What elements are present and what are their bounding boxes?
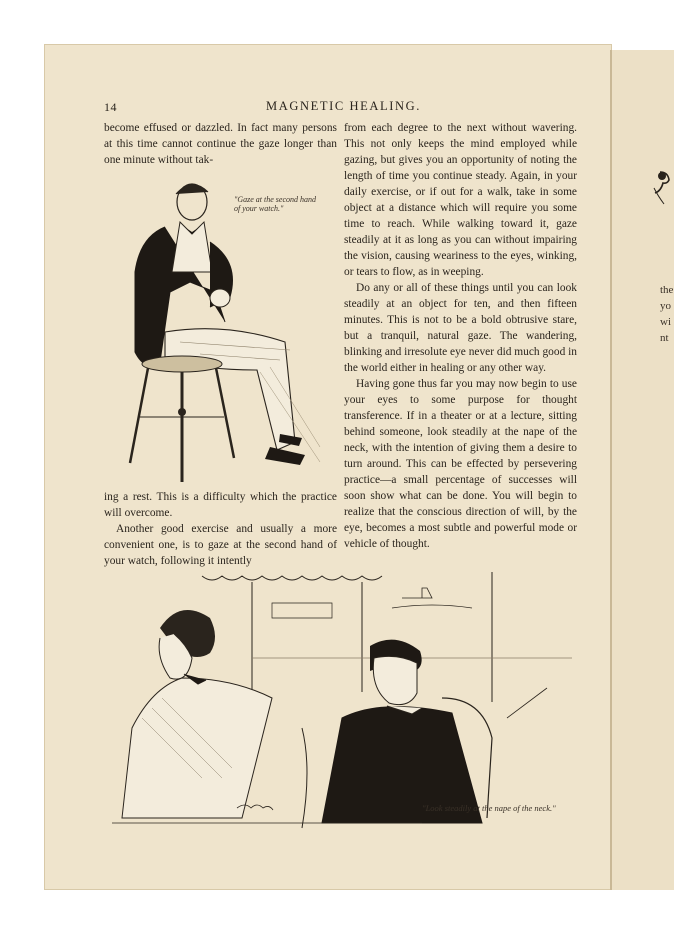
column-left-bottom — [104, 489, 337, 569]
facing-page-fragment: nt — [660, 332, 669, 344]
illustration-theater-scene — [112, 568, 592, 838]
running-head — [0, 53, 568, 69]
paragraph: Do any or all of these things until you can look steadily at an object for ten, and then fifteen minutes. This is not to be a bold obtrusive stare, but a tranquil, natural gaze. The wandering, blinking and irresolute eye never did much good in the world either in healing or any other way. — [344, 282, 577, 374]
illustration-caption-nape: "Look steadily at the nape of the neck." — [422, 803, 556, 813]
paragraph: Having gone thus far you may now begin to use your eyes to some purpose for thought transference. If in a theater or at a lecture, sitting behind someone, look steadily at the nape of the neck, with the intention of giving them a desire to turn around. This can be effected by persevering practice—a small percentage of successes will soon show what can be done. You will begin to realize that the conscious direction of will, by the eye, becomes a most subtle and powerful mode or vehicle of thought. — [344, 378, 577, 550]
facing-page-fragment: the — [660, 284, 674, 296]
paragraph: become effused or dazzled. In fact many persons at this time cannot continue the gaze longer than one minute without tak- — [104, 122, 337, 166]
paragraph: Another good exercise and usually a more convenient one, is to gaze at the second hand of your watch, following it intently — [104, 523, 337, 567]
column-left-top — [104, 120, 337, 168]
illustration-man-with-watch — [110, 172, 325, 490]
page-number: 14 — [104, 100, 117, 114]
illustration-caption-watch: "Gaze at the second hand of your watch." — [234, 195, 317, 213]
theater-scene-drawing — [112, 568, 592, 838]
facing-page-illustration-icon — [650, 168, 672, 208]
paragraph: from each degree to the next without wavering. This not only keeps the mind employed while gazing, but gives you an opportunity of noting the length of time you continue steady. Again, in your daily exercise, or if out for a walk, take in some object at a distance which will require you some time to reach. While walking toward it, gaze steadily at it as long as you can without impairing the vision, causing weariness to the eyes, winking, or tears to flow, as in weeping. — [344, 122, 577, 278]
page-title: MAGNETIC HEALING. — [266, 99, 421, 113]
paragraph: ing a rest. This is a difficulty which the practice will overcome. — [104, 491, 337, 519]
column-right — [344, 120, 577, 552]
facing-page-fragment: yo — [660, 300, 671, 312]
man-with-watch-drawing — [110, 172, 325, 490]
facing-page-fragment: wi — [660, 316, 671, 328]
